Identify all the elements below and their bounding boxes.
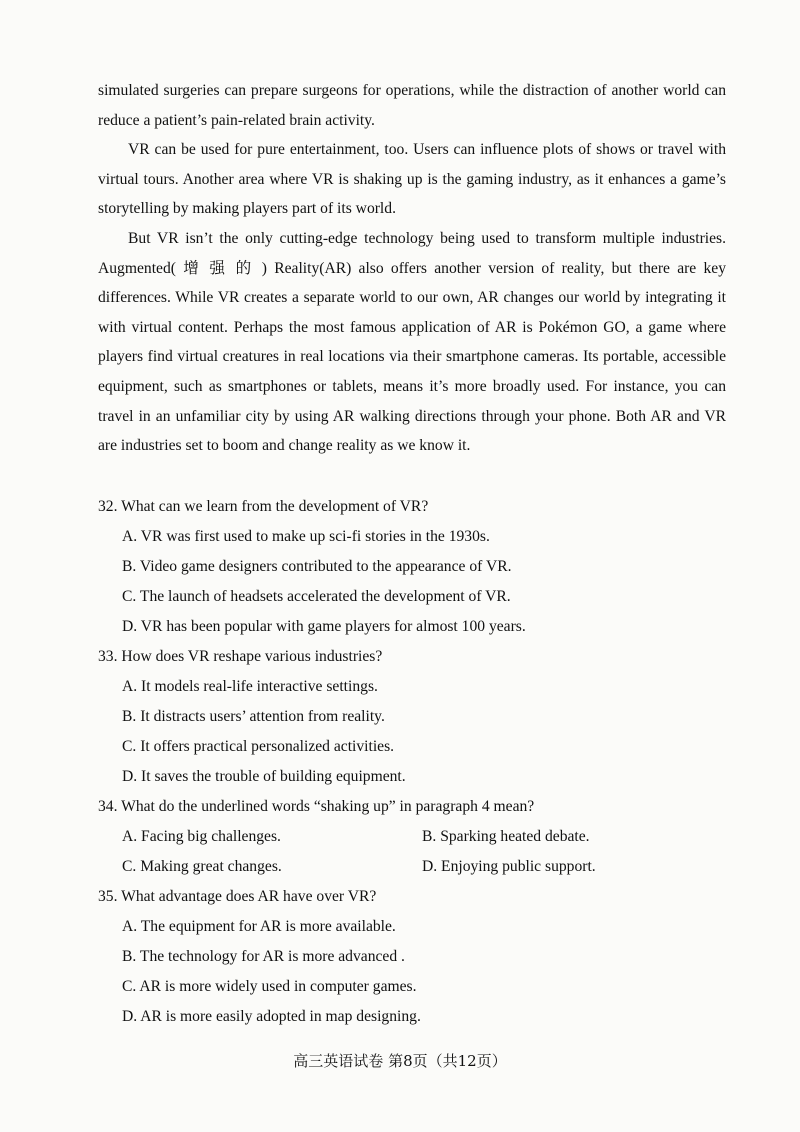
question-34-option-b: B. Sparking heated debate. [422, 828, 590, 845]
question-32-option-d: D. VR has been popular with game players for almost 100 years. [122, 618, 526, 635]
question-33-option-d: D. It saves the trouble of building equipment. [122, 768, 406, 785]
question-34-option-d: D. Enjoying public support. [422, 858, 596, 875]
question-33-stem: 33. How does VR reshape various industries? [98, 648, 383, 665]
paragraph-2: VR can be used for pure entertainment, too. Users can influence plots of shows or travel with virtual tours. Another area where VR is shaking up is the gaming industry, as it enhances a game’s storytelling by making players part of its world. [98, 141, 726, 218]
question-32-stem: 32. What can we learn from the development of VR? [98, 498, 429, 515]
question-33-option-b: B. It distracts users’ attention from reality. [122, 708, 385, 725]
question-34-stem: 34. What do the underlined words “shaking up” in paragraph 4 mean? [98, 798, 535, 815]
question-35-option-d: D. AR is more easily adopted in map designing. [122, 1008, 421, 1025]
question-34-option-a: A. Facing big challenges. [122, 828, 281, 845]
paragraph-3: But VR isn’t the only cutting-edge technology being used to transform multiple industries. Augmented( 增 强 的 ) Reality(AR) also offers another version of reality, but there are key differences. While VR creates a separate world to our own, AR changes our world by integrating it with virtual content. Perhaps the most famous application of AR is Pokémon GO, a game where players find virtual creatures in real locations via their smartphone cameras. Its portable, accessible equipment, such as smartphones or tablets, means it’s more broadly used. For instance, you can travel in an unfamiliar city by using AR walking directions through your phone. Both AR and VR are industries set to boom and change reality as we know it. [98, 229, 726, 455]
question-34-options-row-2 [122, 852, 726, 882]
question-32-option-c: C. The launch of headsets accelerated the development of VR. [122, 588, 511, 605]
question-34-options-row-1 [122, 822, 726, 852]
question-32-option-a: A. VR was first used to make up sci-fi stories in the 1930s. [122, 528, 490, 545]
question-list [98, 492, 726, 1032]
question-32-option-b: B. Video game designers contributed to the appearance of VR. [122, 558, 512, 575]
question-33-option-c: C. It offers practical personalized activities. [122, 738, 395, 755]
paragraph-1: simulated surgeries can prepare surgeons for operations, while the distraction of another world can reduce a patient’s pain-related brain activity. [98, 82, 726, 129]
page-footer: 高三英语试卷 第8页（共12页） [293, 1052, 507, 1070]
question-35-option-a: A. The equipment for AR is more available. [122, 918, 396, 935]
question-35-option-b: B. The technology for AR is more advanced . [122, 948, 405, 965]
question-35-option-c: C. AR is more widely used in computer games. [122, 978, 417, 995]
question-34-option-c: C. Making great changes. [122, 858, 282, 875]
question-33-option-a: A. It models real-life interactive settings. [122, 678, 378, 695]
question-35-stem: 35. What advantage does AR have over VR? [98, 888, 377, 905]
reading-passage [98, 76, 726, 461]
